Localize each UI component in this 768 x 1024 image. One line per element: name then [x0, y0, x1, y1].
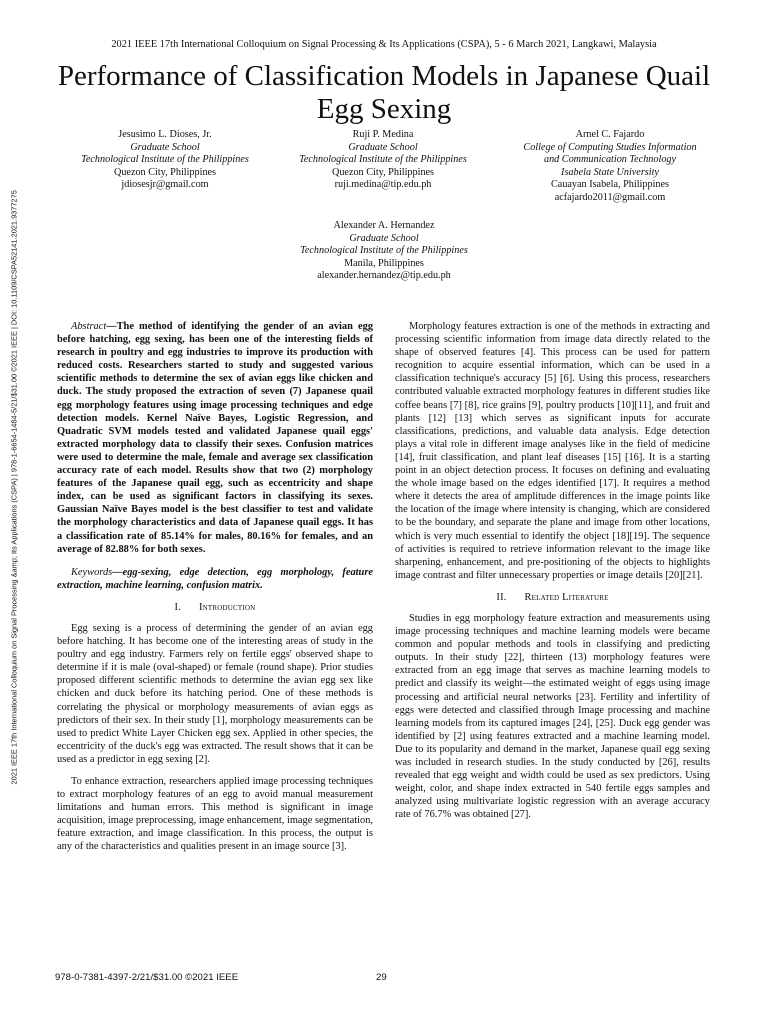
author-block-1 [55, 129, 275, 192]
keywords-text: —egg-sexing, edge detection, egg morphology, feature extraction, machine learning, confusion matrix. [57, 566, 373, 591]
section-title: Introduction [199, 601, 256, 613]
abstract-paragraph [57, 320, 373, 556]
author-name: Ruji P. Medina [352, 129, 414, 140]
author-dept: Graduate School [348, 141, 418, 153]
author-location: Manila, Philippines [344, 257, 424, 269]
keywords-paragraph [57, 566, 373, 592]
intro-paragraph-1: Egg sexing is a process of determining the gender of an avian egg before hatching. It has become one of the interesting areas of study in the poultry and egg industry. Farmers rely on fertile eggs' observed shape to determine if it is male (oval-shaped) or female (round shape). Prior studies proposed different scientific methods to determine the avian egg sex like chicken and duck before its hatching period. One of these methods is correlating the physical or morphology measurements of avian eggs as predictors of their sex. In their study [1], morphology measurements can be used to predict White Layer Chicken egg sex. Applied in other species, the eccentricity of the duck's egg was extracted. The result shows that it can be used as a predictor in egg sexing [2]. [57, 622, 373, 765]
abstract-label: Abstract [71, 321, 107, 332]
section-number: I. [174, 601, 182, 613]
author-dept: College of Computing Studies Information [523, 141, 697, 153]
author-org: Technological Institute of the Philippines [81, 154, 249, 166]
paper-title: Performance of Classification Models in Japanese Quail Egg Sexing [57, 60, 711, 125]
author-block-3 [496, 129, 724, 205]
author-block-4 [264, 220, 504, 283]
related-paragraph-1: Studies in egg morphology feature extraction and measurements using image processing techniques and machine learning models were became common and popular methods and tools in classifying and predicting outputs. In their study [22], thirteen (13) morphology features were extracted from an egg image that serves as machine learning models to predict and classify its weight—the estimated weight of eggs using image processing and artificial neural networks [23]. Fertility and infertility of eggs were detected and classified through Image processing and machine learning models from its captured images [24], [25]. Duck egg gender was identified by [2] using features extracted and a machine learning model. Due to its popularity and demand in the market, Japanese quail egg sexing was included in research studies. In the study conducted by [26], results revealed that egg weight and width could be used as sex predictors. Using weight, color, and shape index extracted in 540 fertile eggs samples and analyzed using multivariate logistic regression with an average accuracy rate of 76.7% was obtained [27]. [395, 612, 710, 821]
section-title: Related Literature [524, 591, 609, 603]
author-university: Isabela State University [561, 166, 659, 178]
author-org: Technological Institute of the Philippines [299, 154, 467, 166]
right-column [395, 320, 710, 821]
author-email[interactable]: jdiosesjr@gmail.com [121, 179, 209, 191]
left-column [57, 320, 373, 854]
author-org: and Communication Technology [543, 154, 677, 166]
section-number: II. [496, 591, 507, 603]
author-email[interactable]: acfajardo2011@gmail.com [554, 191, 666, 203]
author-name: Arnel C. Fajardo [575, 129, 645, 140]
footer-copyright: 978-0-7381-4397-2/21/$31.00 ©2021 IEEE [55, 972, 239, 983]
conference-header: 2021 IEEE 17th International Colloquium on Signal Processing & Its Applications (CSPA), 5 - 6 March 2021, Langkawi, Malaysia [111, 39, 657, 50]
author-block-2 [273, 129, 493, 192]
author-location: Quezon City, Philippines [113, 166, 217, 178]
author-location: Cauayan Isabela, Philippines [551, 179, 669, 191]
author-dept: Graduate School [130, 141, 200, 153]
author-dept: Graduate School [349, 232, 419, 244]
author-name: Alexander A. Hernandez [333, 220, 435, 231]
morphology-paragraph: Morphology features extraction is one of the methods in extracting and processing scientific information from image data directly related to the shape of observed features [4]. This process can be used for pattern recognition to acquire essential information, which can be used in a classification technique's accuracy [5] [6]. Using this process, researchers contributed valuable extracted morphology features in different studies like coffee beans [7] [8], rice grains [9], poultry products [10][11], and fruit and plants [12] [13] which serves as significant inputs for accurate classifications, predictions, and valuable data analysis. Edge detection plays a vital role in different image analyses like in the field of medicine [14], fruit classification, and plant leaf diseases [15] [16]. It is a starting point in an object detection process. It focuses on defining and evaluating the whole image based on the edges identified [17]. It requires a method where it detects the area of amplitude differences in the image points like the location of the image where intensity is changing, which are considered to be the boundary, and separate the plane and image from other locations, which is very much essential to identify the object [18][19]. The sequence of activities is required to retrieve information relevant to the image like sharpening, enhancement, and pre-positioning of the objects to highlights image contrast and filter unnecessary properties or image details [20][21]. [395, 321, 710, 581]
side-document-identifier: 2021 IEEE 17th International Colloquium on Signal Processing &amp; Its Applications (CSPA) | 978-1-6654-1484-5/21/$31.00 ©2021 IEEE | DOI: 10.1109/CSPA52141.2021.9377275 [9, 190, 19, 785]
abstract-text: —The method of identifying the gender of an avian egg before hatching, egg sexing, has been one of the interesting fields of research in poultry and egg industries to improve its production with reduced costs. Researchers started to study and suggested various scientific methods to determine the sex of avian eggs like chicken and duck. The study proposed the extraction of seven (7) Japanese quail egg morphology features using image processing techniques and edge detection models. Kernel Naïve Bayes, Logistic Regression, and Quadratic SVM models tested and validated Japanese quail eggs' extracted morphology data to classify their sexes. Confusion matrices were used to determine the male, female and average sex classification accuracy rate of each model. Results show that two (2) morphology features of the Japanese quail egg, such as eccentricity and shape index, can be used as significant factors in classifying its sexes. Gaussian Naïve Bayes model is the best classifier to test and validate the morphology characteristics and data of Japanese quail eggs. It has a classification rate of 85.14% for males, 80.16% for females, and an average of 82.88% for both sexes. [57, 321, 373, 555]
author-org: Technological Institute of the Philippines [300, 245, 468, 257]
intro-paragraph-2: To enhance extraction, researchers applied image processing techniques to extract morphology features of an egg to avoid manual measurement limitations and human errors. This method is significant in image acquisition, image preprocessing, image enhancement, image segmentation, feature extraction, and image classification. In this process, the output is any of the characteristics and qualities present in an image source [3]. [57, 776, 373, 853]
keywords-label: Keywords [71, 566, 113, 578]
section-heading-introduction [57, 601, 373, 614]
page-number: 29 [376, 972, 387, 983]
author-email[interactable]: ruji.medina@tip.edu.ph [334, 179, 432, 191]
section-heading-related-literature [395, 591, 710, 604]
author-location: Quezon City, Philippines [331, 166, 435, 178]
author-name: Jesusimo L. Dioses, Jr. [118, 129, 212, 140]
author-email[interactable]: alexander.hernandez@tip.edu.ph [317, 270, 451, 282]
